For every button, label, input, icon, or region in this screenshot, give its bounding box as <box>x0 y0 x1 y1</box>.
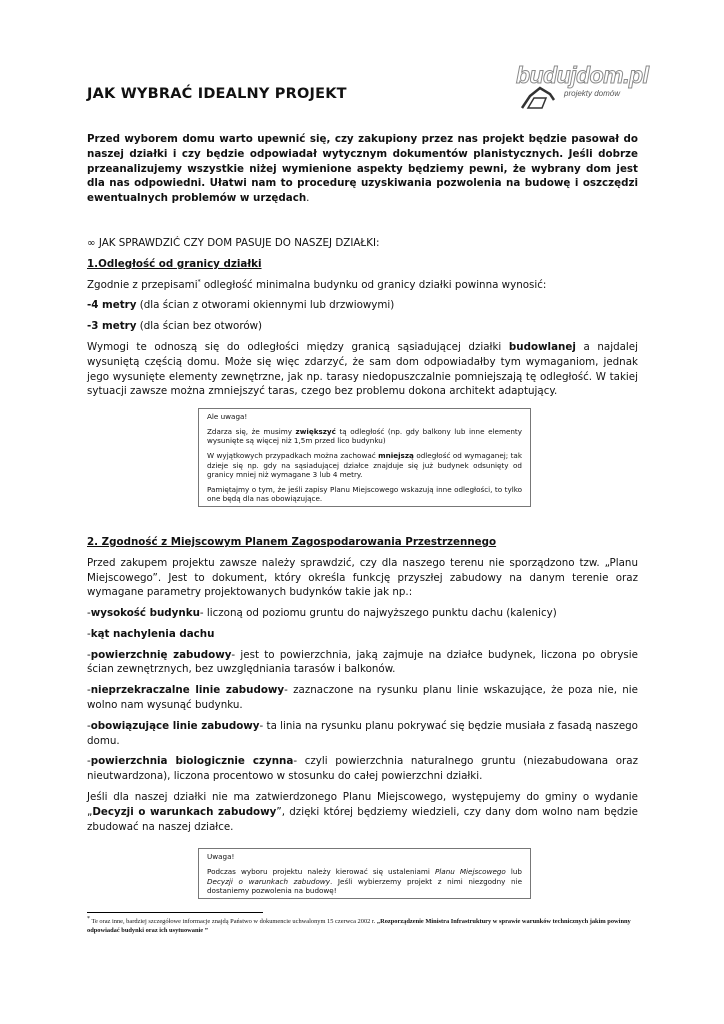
box2-paragraph: Podczas wyboru projektu należy kierować się ustaleniami Planu Miejscowego lub Decyzji o warunkach zabudowy. Jeśli wybierzemy projekt z nimi niezgodny nie dostaniemy pozwolenia na budowę! <box>207 867 522 896</box>
list-item: -wysokość budynku- liczoną od poziomu gruntu do najwyższego punktu dachu (kalenicy) <box>87 607 557 620</box>
list-item: -nieprzekraczalne linie zabudowy- zaznaczone na rysunku planu linie wskazujące, że poza nie, nie wolno nam wysunąć budynku. <box>87 684 638 712</box>
box1-paragraph-3: Pamiętajmy o tym, że jeśli zapisy Planu Miejscowego wskazują inne odległości, to tylko one będą dla nas obowiązujące. <box>207 484 522 504</box>
s2-paragraph-1: Przed zakupem projektu zawsze należy sprawdzić, czy dla naszego terenu nie sporządzono tzw. „Planu Miejscowego”. Jest to dokument, który określa funkcję przyszłej zabudowy na danym terenie oraz wymagane parametry projektowanych budynków takie jak np.: <box>87 556 638 599</box>
s2-paragraph-2: Jeśli dla naszej działki nie ma zatwierdzonego Planu Miejscowego, występujemy do gminy o wydanie „Decyzji o warunkach zabudowy”, dzięki której będziemy wiedzieli, czy dany dom wolno nam będzie zbudować na naszej działce. <box>87 791 638 833</box>
warning-box-2 <box>198 848 531 898</box>
section-1-heading: 1.Odległość od granicy działki <box>87 257 262 270</box>
section-2-heading: 2. Zgodność z Miejscowym Planem Zagospodarowania Przestrzennego <box>87 535 497 548</box>
footnote: * Te oraz inne, bardziej szczegółowe informacje znajdą Państwo w dokumencie uchwalonym 15 czerwca 2002 r. „Rozporządzenie Ministra Infrastruktury w sprawie warunków technicznych jakim powinny odpowiadać budynki oraz ich usytuowanie ” <box>87 915 631 934</box>
list-item: -powierzchnię zabudowy- jest to powierzchnia, jaką zajmuje na działce budynek, liczona po obrysie ścian zewnętrznych, bez uwzględniania tarasów i balkonów. <box>87 648 638 676</box>
s1-item-1: -4 metry (dla ścian z otworami okiennymi lub drzwiowymi) <box>87 299 395 312</box>
s1-paragraph-1: Zgodnie z przepisami* odległość minimalna budynku od granicy działki powinna wynosić: <box>87 278 547 291</box>
s1-item-2: -3 metry (dla ścian bez otworów) <box>87 320 263 333</box>
footnote-divider <box>87 912 263 913</box>
intro-paragraph: Przed wyborem domu warto upewnić się, czy zakupiony przez nas projekt będzie pasował do naszej działki i czy będzie odpowiadał wytycznym dokumentów planistycznych. Jeśli dobrze przeanalizujemy wszystkie niżej wymienione aspekty będziemy pewni, że wybrany dom jest dla nas odpowiedni. Ułatwi nam to procedurę uzyskiwania pozwolenia na budowę i oszczędzi ewentualnych problemów w urzędach. <box>87 133 638 205</box>
logo-tagline: projekty domów <box>564 89 621 98</box>
list-item: -obowiązujące linie zabudowy- ta linia na rysunku planu pokrywać się będzie musiała z fasadą naszego domu. <box>87 719 638 747</box>
box1-title: Ale uwaga! <box>207 412 248 422</box>
list-item: -kąt nachylenia dachu <box>87 627 215 640</box>
box1-paragraph-1: Zdarza się, że musimy zwiększyć tą odległość (np. gdy balkony lub inne elementy wysunięte są więcej niż 1,5m przed lico budynku) <box>207 426 522 446</box>
document-body <box>87 132 638 905</box>
section-intro: ∞ JAK SPRAWDZIĆ CZY DOM PASUJE DO NASZEJ DZIAŁKI: <box>87 236 380 249</box>
page-title: JAK WYBRAĆ IDEALNY PROJEKT <box>87 86 347 102</box>
box1-paragraph-2: W wyjątkowych przypadkach można zachować mniejszą odległość od wymaganej; tak dzieje się np. gdy na sąsiadującej działce znajduje się już budynek odsunięty od granicy mniej niż wymagane 3 lub 4 metry. <box>207 450 523 480</box>
s2-list <box>87 606 638 784</box>
box2-title: Uwaga! <box>207 852 235 862</box>
logo-name: budujdom.pl <box>516 62 649 88</box>
warning-box-1 <box>198 408 531 507</box>
list-item: -powierzchnia biologicznie czynna- czyli powierzchnia naturalnego gruntu (niezabudowana oraz nieutwardzona), liczona procentowo w stosunku do całej powierzchni działki. <box>87 755 639 783</box>
logo <box>510 62 649 110</box>
s1-paragraph-2: Wymogi te odnoszą się do odległości między granicą sąsiadującej działki budowlanej a najdalej wysuniętą częścią domu. Może się więc zdarzyć, że sam dom odpowiadałby tym wymaganiom, jednak jego wysunięte elementy zewnętrzne, jak np. tarasy niedopuszczalnie pomniejszają tę odległość. W takiej sytuacji zawsze można zmniejszyć taras, czego bez problemu dokona architekt adaptujący. <box>87 340 638 398</box>
